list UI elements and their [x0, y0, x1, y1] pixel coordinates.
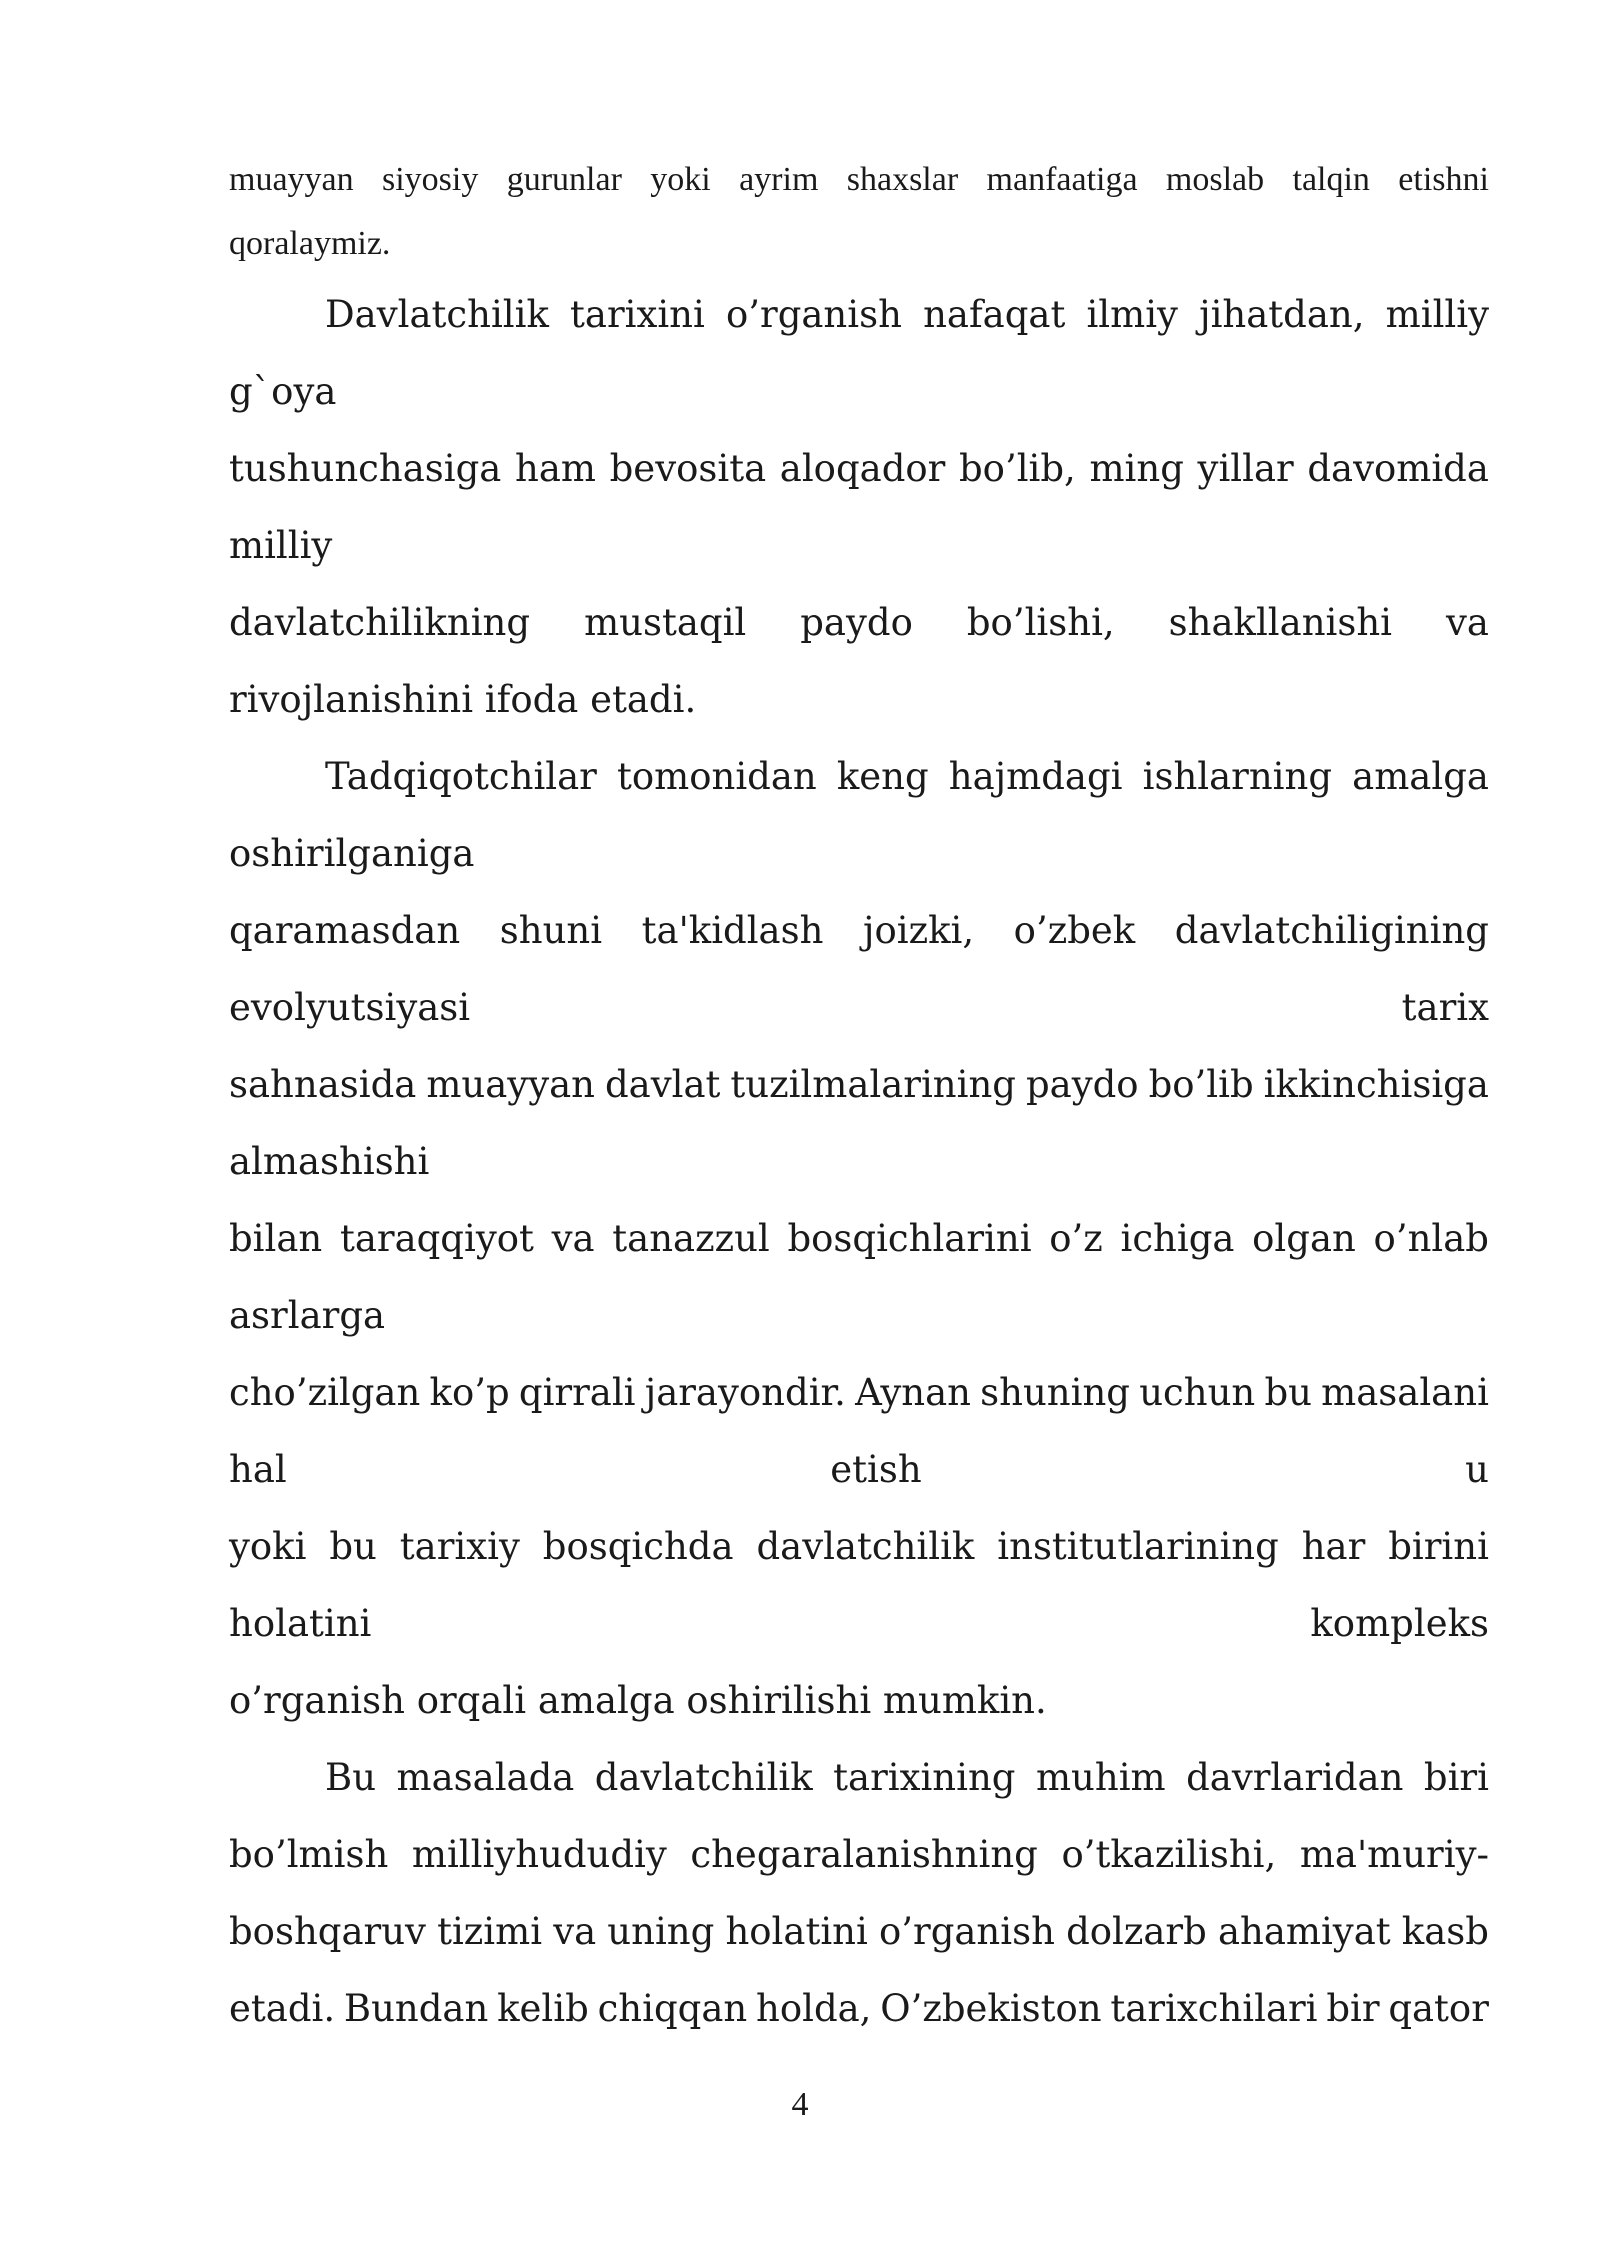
word: talqin [1292, 161, 1370, 198]
word: yoki [229, 1525, 307, 1568]
word: Davlatchilik [325, 293, 549, 336]
word: ilmiy [1086, 293, 1178, 336]
text-line [229, 1970, 1489, 2047]
word: qirrali [518, 1371, 636, 1414]
word: davrlaridan [1186, 1756, 1404, 1799]
word: sahnasida [229, 1063, 417, 1106]
word: o’zbek [1013, 909, 1136, 952]
word: ta'kidlash [641, 909, 824, 952]
word: taraqqiyot [339, 1217, 534, 1260]
word: o’rganish [878, 1910, 1055, 1953]
text-line [229, 1200, 1489, 1277]
word: tarixini [570, 293, 705, 336]
word: jihatdan, [1199, 293, 1365, 336]
word: masalada [396, 1756, 575, 1799]
word: kasb [1401, 1910, 1489, 1953]
word: hal [229, 1448, 287, 1491]
word: ichiga [1120, 1217, 1235, 1260]
word: ikkinchisiga [1263, 1063, 1489, 1106]
word: tarixchilari [1110, 1987, 1318, 2030]
word: tanazzul [612, 1217, 770, 1260]
text-line: qoralaymiz. [229, 225, 391, 262]
word: keng [836, 755, 929, 798]
word: holatini [229, 1602, 372, 1645]
word: uchun [1139, 1371, 1256, 1414]
text-line [229, 1893, 1489, 1970]
text-line: asrlarga [229, 1294, 386, 1337]
text-line: o’rganish orqali amalga oshirilishi mumkin. [229, 1679, 1047, 1722]
word: va [551, 1217, 595, 1260]
word: Aynan [855, 1371, 971, 1414]
word: o’rganish [725, 293, 902, 336]
word: shaxslar [846, 161, 959, 198]
word: evolyutsiyasi [229, 986, 471, 1029]
text-line [229, 430, 1489, 507]
word: bir [1326, 1987, 1380, 2030]
word: ming [1089, 447, 1184, 490]
text-line [229, 1354, 1489, 1431]
word: gurunlar [506, 161, 622, 198]
word: cho’zilgan [229, 1371, 421, 1414]
word: o’tkazilishi, [1061, 1833, 1277, 1876]
word: aloqador [779, 447, 946, 490]
text-line: almashishi [229, 1140, 430, 1183]
text-line [229, 1739, 1489, 1816]
word: ko’p [429, 1371, 510, 1414]
word: etish [830, 1448, 922, 1491]
text-line: oshirilganiga [229, 832, 475, 875]
text-line [229, 1046, 1489, 1123]
word: davlatchilik [594, 1756, 813, 1799]
word: Bundan [343, 1987, 489, 2030]
word: moslab [1165, 161, 1265, 198]
word: davlatchiligining [1174, 909, 1489, 952]
word: olgan [1252, 1217, 1356, 1260]
word: birini [1388, 1525, 1489, 1568]
word: tushunchasiga [229, 447, 502, 490]
text-line: rivojlanishini ifoda etadi. [229, 678, 697, 721]
word: davlat [604, 1063, 721, 1106]
word: biri [1423, 1756, 1489, 1799]
word: institutlarining [997, 1525, 1279, 1568]
intro-paragraph [229, 148, 1489, 276]
text-line [229, 148, 1489, 212]
word: ahamiyat [1217, 1910, 1391, 1953]
text-line [229, 892, 1489, 969]
word: ishlarning [1142, 755, 1333, 798]
text-line [229, 969, 1489, 1046]
word: Bu [325, 1756, 377, 1799]
text-line: milliy [229, 524, 333, 567]
text-line [229, 738, 1489, 815]
word: manfaatiga [986, 161, 1138, 198]
word: davlatchilik [756, 1525, 975, 1568]
word: nafaqat [923, 293, 1066, 336]
word: bo’lmish [229, 1833, 389, 1876]
word: muayyan [229, 161, 354, 198]
word: davomida [1307, 447, 1489, 490]
text-line [229, 1816, 1489, 1893]
word: etishni [1398, 161, 1489, 198]
word: ma'muriy- [1299, 1833, 1489, 1876]
word: bosqichda [542, 1525, 734, 1568]
word: dolzarb [1066, 1910, 1207, 1953]
word: holatini [725, 1910, 868, 1953]
word: u [1465, 1448, 1489, 1491]
body-text [229, 276, 1489, 2047]
word: holda, [756, 1987, 872, 2030]
word: yoki [650, 161, 711, 198]
word: davlatchilikning [229, 601, 531, 644]
word: yillar [1197, 447, 1294, 490]
word: bo’lib, [958, 447, 1076, 490]
word: shuni [499, 909, 603, 952]
word: kelib [497, 1987, 589, 2030]
word: muayyan [426, 1063, 595, 1106]
word: masalani [1321, 1371, 1489, 1414]
word: etadi. [229, 1987, 336, 2030]
word: qaramasdan [229, 909, 461, 952]
word: va [553, 1910, 597, 1953]
text-line [229, 584, 1489, 661]
word: ayrim [739, 161, 819, 198]
word: O’zbekiston [880, 1987, 1102, 2030]
word: milliyhududiy [411, 1833, 667, 1876]
word: bosqichlarini [787, 1217, 1032, 1260]
text-line [229, 1585, 1489, 1662]
word: milliy [1385, 293, 1489, 336]
word: shuning [980, 1371, 1130, 1414]
word: siyosiy [382, 161, 479, 198]
document-page [229, 148, 1489, 2047]
word: bo’lib [1148, 1063, 1254, 1106]
page-number: 4 [791, 2086, 809, 2123]
word: bu [329, 1525, 377, 1568]
word: o’nlab [1373, 1217, 1489, 1260]
word: muhim [1035, 1756, 1166, 1799]
word: bu [1264, 1371, 1312, 1414]
word: tomonidan [616, 755, 817, 798]
word: shakllanishi [1168, 601, 1393, 644]
text-line [229, 276, 1489, 353]
word: boshqaruv [229, 1910, 426, 1953]
word: Tadqiqotchilar [325, 755, 597, 798]
word: ham [515, 447, 596, 490]
word: amalga [1352, 755, 1489, 798]
word: tarixiy [399, 1525, 520, 1568]
word: kompleks [1310, 1602, 1489, 1645]
word: bevosita [609, 447, 767, 490]
word: mustaqil [584, 601, 747, 644]
word: joizki, [863, 909, 975, 952]
word: qator [1388, 1987, 1489, 2030]
word: paydo [1025, 1063, 1139, 1106]
word: har [1301, 1525, 1366, 1568]
word: chiqqan [597, 1987, 748, 2030]
word: uning [607, 1910, 715, 1953]
text-line [229, 1431, 1489, 1508]
word: tarix [1401, 986, 1489, 1029]
word: o’z [1049, 1217, 1103, 1260]
text-line: g`oya [229, 370, 337, 413]
word: tarixining [833, 1756, 1016, 1799]
word: hajmdagi [948, 755, 1123, 798]
word: bo’lishi, [966, 601, 1115, 644]
word: tizimi [437, 1910, 543, 1953]
word: bilan [229, 1217, 323, 1260]
word: paydo [800, 601, 913, 644]
text-line [229, 1508, 1489, 1585]
word: va [1446, 601, 1489, 644]
word: tuzilmalarining [730, 1063, 1016, 1106]
word: jarayondir. [644, 1371, 846, 1414]
word: chegaralanishning [690, 1833, 1038, 1876]
